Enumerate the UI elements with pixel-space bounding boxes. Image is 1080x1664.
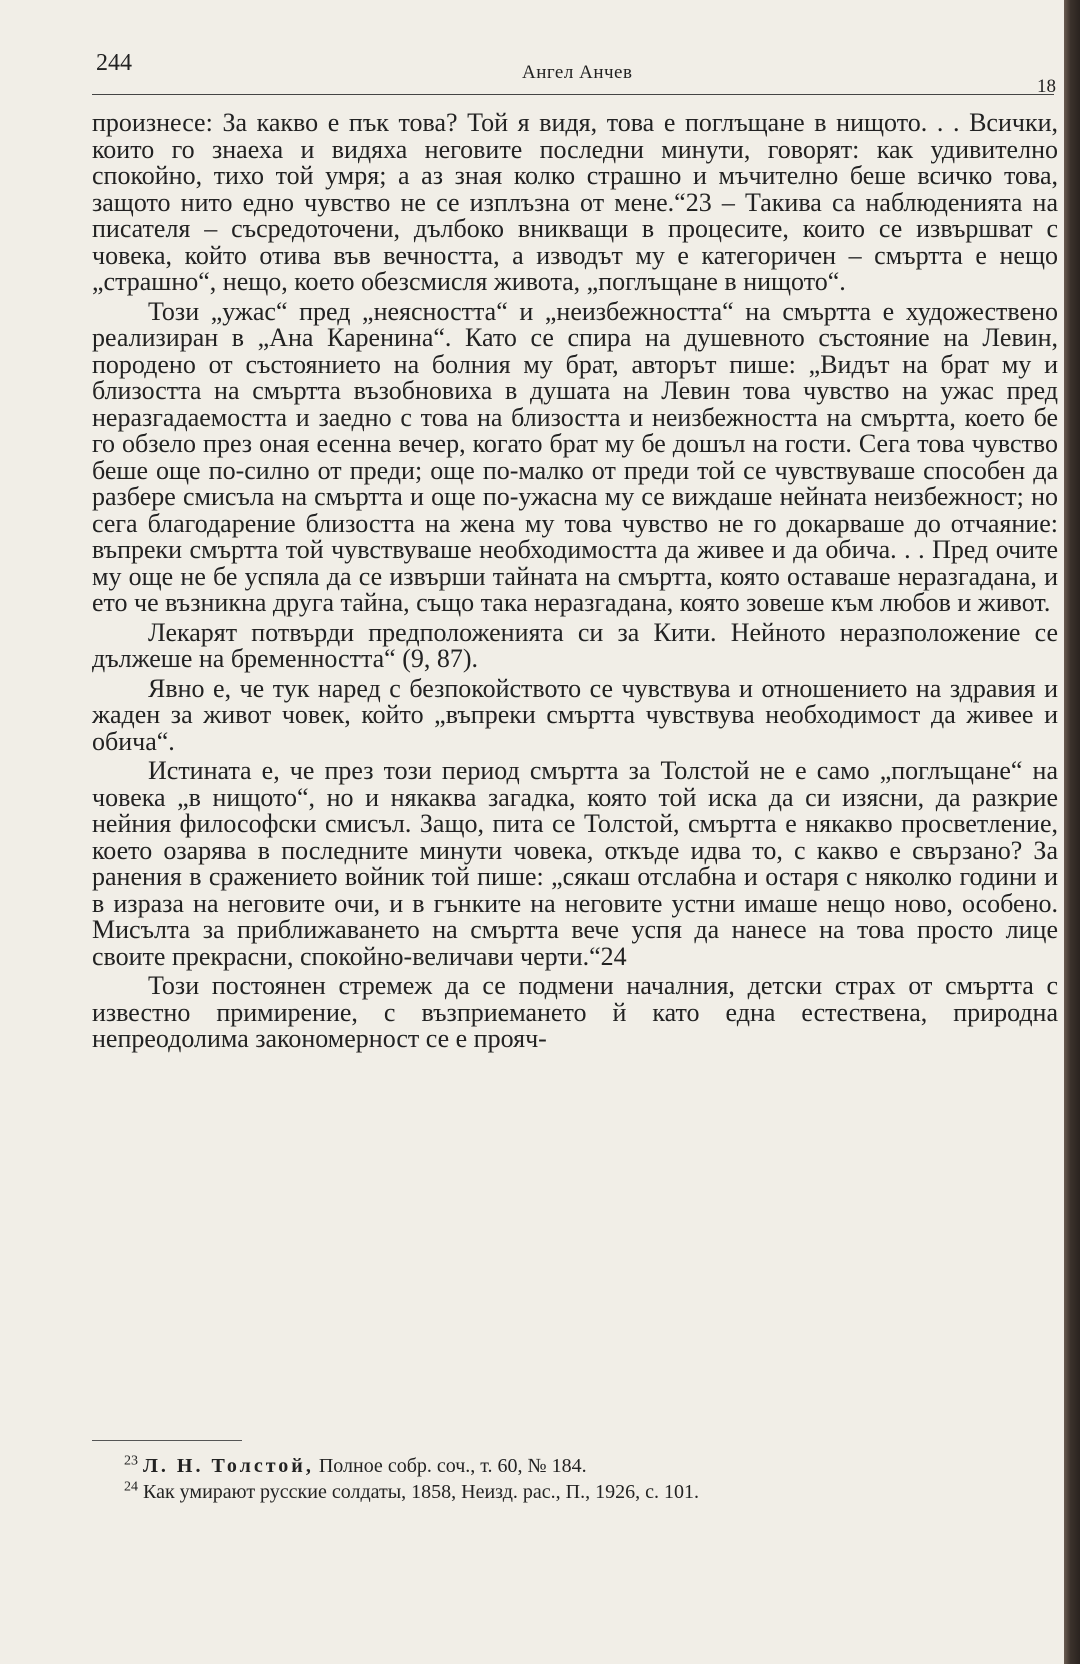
- page-number: 244: [96, 50, 132, 76]
- margin-mark: 18: [1037, 76, 1056, 97]
- book-spine-edge: [1064, 0, 1080, 1664]
- paragraph-3: Лекарят потвърди предположенията си за Кити. Нейното неразположение се дължеше на бременността“ (9, 87).: [92, 617, 1058, 673]
- paragraph-2: Този „ужас“ пред „неясността“ и „неизбежността“ на смъртта е художествено реализиран в „Ана Каренина“. Като се спира на душевното състояние на Левин, породено от състоянието на болния му брат, авторът пише: „Видът на брат му и близостта на смъртта възобновиха в душата на Левин това чувство на ужас пред неразгадаемостта и заедно с това на близостта и неизбежността на смъртта, което бе го обзело през оная есенна вечер, когато брат му бе дошъл на гости. Сега това чувство беше още по-силно от преди; още по-малко от преди той се чувствуваше способен да разбере смисъла на смъртта и още по-ужасна му се виждаше нейната неизбежност; но сега благодарение близостта на жена му това чувство не го докарваше до отчаяние: въпреки смъртта той чувствуваше необходимостта да живее и да обича. . . Пред очите му още не бе успяла да се извърши тайната на смъртта, която оставаше неразгадана, и ето че възникна друга тайна, също така неразгадана, която зовеше към любов и живот.: [92, 296, 1058, 617]
- paragraph-4: Явно е, че тук наред с безпокойството се чувствува и отношението на здравия и жаден за живот човек, който „въпреки смъртта чувствува необходимост да живее и обича“.: [92, 673, 1058, 756]
- footnote-23-text: Полное собр. соч., т. 60, № 184.: [318, 1455, 587, 1477]
- footnote-24-text: Как умирают русские солдаты, 1858, Неизд. рас., П., 1926, с. 101.: [143, 1481, 699, 1503]
- paragraph-6: Този постоянен стремеж да се подмени началния, детски страх от смъртта с известно примирение, с възприемането й като една естествена, природна непреодолима закономерност се е прояч-: [92, 971, 1058, 1053]
- footnote-24: [124, 1480, 1024, 1504]
- body-text: [92, 110, 1058, 1056]
- footnote-23-author: Л. Н. Толстой,: [143, 1455, 314, 1477]
- footnote-rule: [92, 1440, 242, 1441]
- footnote-23-number: 23: [124, 1453, 138, 1469]
- paragraph-1: произнесе: За какво е пък това? Той я видя, това е поглъщане в нищото. . . Всички, които го знаеха и видяха неговите последни минути, говорят: как удивително спокойно, тихо той умря; а аз зная колко страшно и мъчително беше всичко това, защото нито едно чувство не се изплъзна от мене.“23 – Такива са наблюденията на писателя – съсредоточени, дълбоко вникващи в процесите, които се извършват с човека, който отива във вечността, а изводът му е категоричен – смъртта е нещо „страшно“, нещо, което обезсмисля живота, „поглъщане в нищото“.: [92, 108, 1058, 296]
- footnotes: [124, 1454, 1024, 1506]
- header-rule: [92, 94, 1054, 95]
- paragraph-5: Истината е, че през този период смъртта за Толстой не е само „поглъщане“ на човека „в нищото“, но и някаква загадка, която той иска да си изясни, да разкрие нейния философски смисъл. Защо, пита се Толстой, смъртта е някакво просветление, което озарява в последните минути човека, откъде идва то, с какво е свързано? За ранения в сражението войник той пише: „сякаш отслабна и остаря с няколко години и в израза на неговите очи, и в гънките на неговите устни имаше нещо ново, особено. Мисълта за приближаването на смъртта вече успя да нанесе на това просто лице своите прекрасни, спокойно-величави черти.“24: [92, 756, 1058, 971]
- page-header: [92, 46, 1058, 98]
- footnote-24-number: 24: [124, 1479, 138, 1495]
- footnote-23: [124, 1454, 1024, 1478]
- running-head: Ангел Анчев: [522, 62, 633, 83]
